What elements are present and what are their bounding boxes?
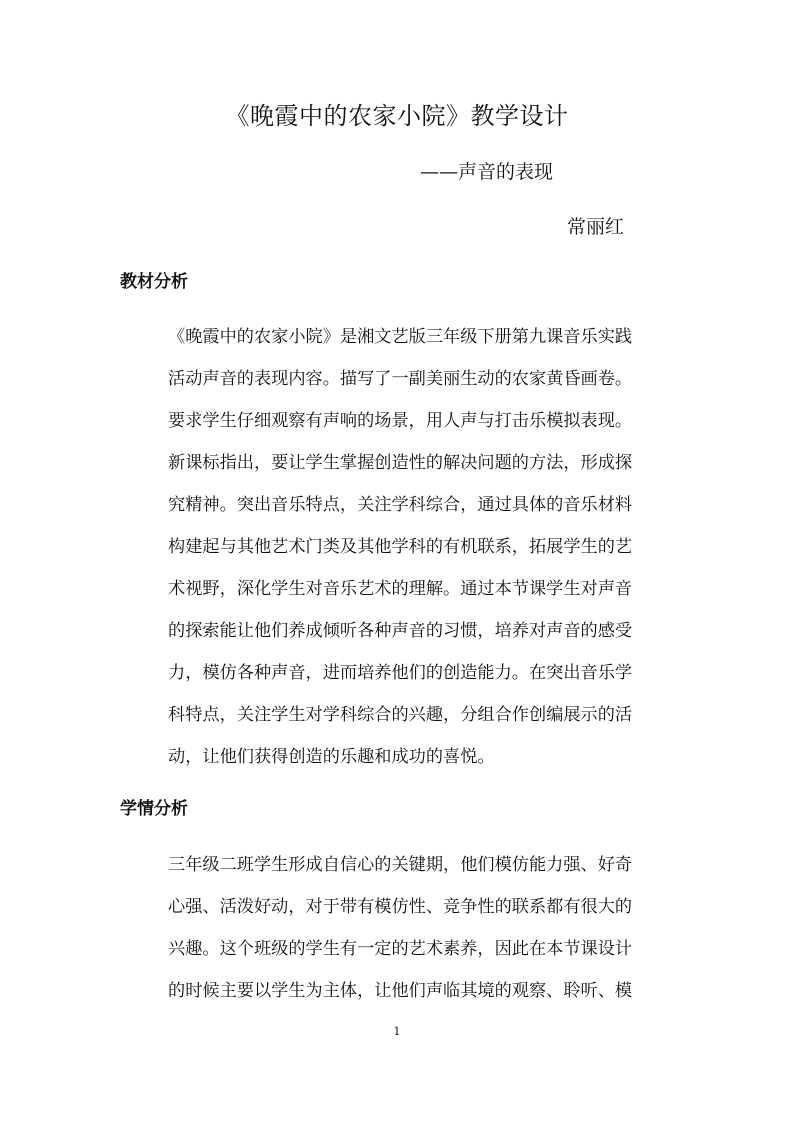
paragraph-line: 的探索能让他们养成倾听各种声音的习惯，培养对声音的感受 bbox=[168, 621, 633, 641]
paragraph-line: 心强、活泼好动，对于带有模仿性、竞争性的联系都有很大的 bbox=[168, 897, 633, 917]
paragraph-line: 要求学生仔细观察有声响的场景，用人声与打击乐模拟表现。 bbox=[168, 411, 633, 431]
paragraph-line: 兴趣。这个班级的学生有一定的艺术素养，因此在本节课设计 bbox=[168, 939, 633, 959]
section-heading-textbook-analysis: 教材分析 bbox=[120, 272, 188, 292]
section-heading-student-analysis: 学情分析 bbox=[120, 799, 188, 819]
paragraph-line: 术视野，深化学生对音乐艺术的理解。通过本节课学生对声音 bbox=[168, 579, 633, 599]
paragraph-line: 活动声音的表现内容。描写了一副美丽生动的农家黄昏画卷。 bbox=[168, 369, 633, 389]
page-number: 1 bbox=[393, 1025, 401, 1038]
paragraph-line: 力，模仿各种声音，进而培养他们的创造能力。在突出音乐学 bbox=[168, 663, 633, 683]
paragraph-line: 《晚霞中的农家小院》是湘文艺版三年级下册第九课音乐实践 bbox=[168, 327, 633, 347]
paragraph-line: 科特点，关注学生对学科综合的兴趣，分组合作创编展示的活 bbox=[168, 705, 633, 725]
document-subtitle: ——声音的表现 bbox=[420, 161, 554, 183]
document-title: 《晚霞中的农家小院》教学设计 bbox=[225, 102, 569, 130]
author-name: 常丽红 bbox=[567, 216, 625, 238]
paragraph-line: 新课标指出，要让学生掌握创造性的解决问题的方法，形成探 bbox=[168, 453, 633, 473]
paragraph-textbook-analysis bbox=[168, 316, 688, 778]
paragraph-student-analysis bbox=[168, 844, 688, 1012]
paragraph-line: 三年级二班学生形成自信心的关键期，他们模仿能力强、好奇 bbox=[168, 855, 633, 875]
paragraph-line: 究精神。突出音乐特点，关注学科综合，通过具体的音乐材料 bbox=[168, 495, 633, 515]
paragraph-line: 的时候主要以学生为主体，让他们声临其境的观察、聆听、模 bbox=[168, 981, 633, 1001]
paragraph-line: 动，让他们获得创造的乐趣和成功的喜悦。 bbox=[168, 747, 495, 767]
paragraph-line: 构建起与其他艺术门类及其他学科的有机联系，拓展学生的艺 bbox=[168, 537, 633, 557]
